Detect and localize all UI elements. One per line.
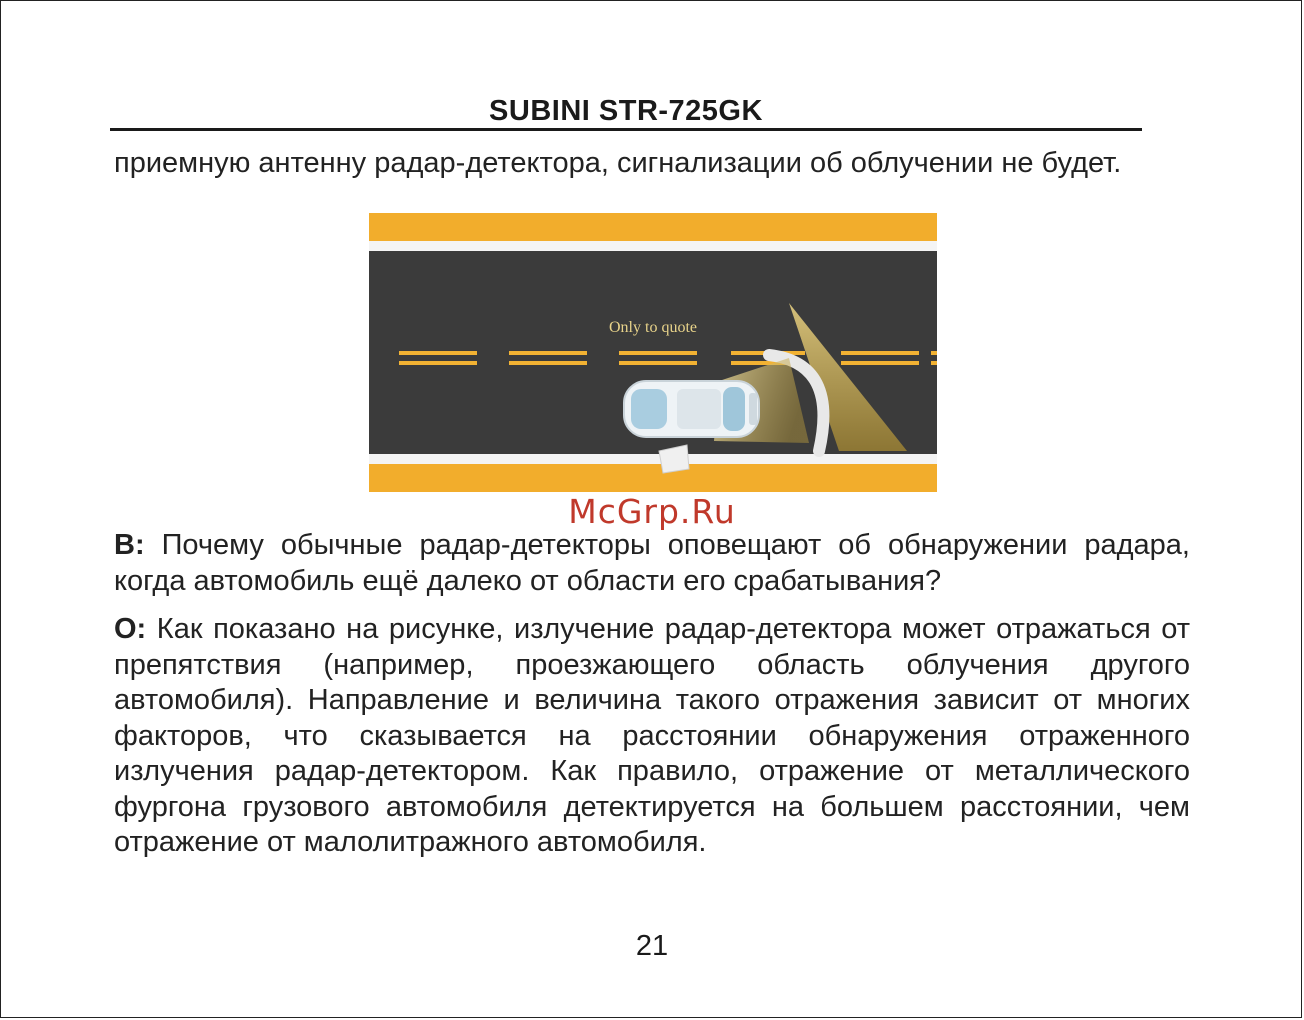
bottom-white-line: [369, 454, 937, 464]
bottom-border-stripe: [369, 464, 937, 492]
top-white-line: [369, 241, 937, 251]
question-paragraph: [114, 528, 1190, 599]
figure-caption: Only to quote: [609, 319, 697, 336]
car-icon: [624, 381, 759, 437]
answer-label: О:: [114, 613, 147, 645]
intro-paragraph: приемную антенну радар-детектора, сигнализации об облучении не будет.: [114, 147, 1122, 179]
answer-text: Как показано на рисунке, излучение радар-детектора может отражаться от препятствия (например, проезжающего область облучения другого автомобиля). Направление и величина такого отражения зависит от многих факторов, что сказывается на расстоянии обнаружения отраженного излучения радар-детектором. Как правило, отражение от металлического фургона грузового автомобиля детектируется на большем расстоянии, чем отражение от малолитражного автомобиля.: [114, 613, 1190, 858]
watermark: McGrp.Ru: [568, 492, 736, 531]
road-illustration: [369, 213, 937, 492]
answer-paragraph: [114, 612, 1190, 861]
page-number: 21: [635, 930, 669, 962]
question-text: Почему обычные радар-детекторы оповещают об обнаружении радара, когда автомобиль ещё далеко от области его срабатывания?: [114, 529, 1190, 597]
page-title: SUBINI STR-725GK: [489, 95, 763, 127]
top-border-stripe: [369, 213, 937, 241]
question-label: В:: [114, 529, 145, 561]
header-rule: [110, 128, 1142, 131]
road-illustration-svg: [369, 213, 937, 492]
